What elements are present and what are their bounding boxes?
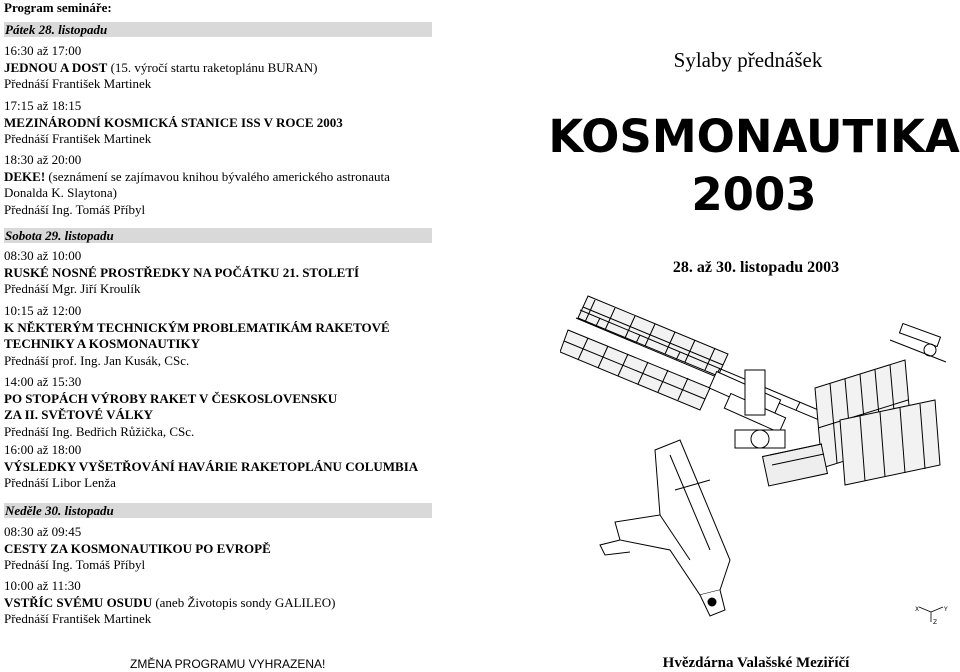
talk-speaker: Přednáší František Martinek [4,611,152,626]
compass-label-z: Z [933,619,938,626]
talk-title: CESTY ZA KOSMONAUTIKOU PO EVROPĚ [4,540,271,556]
observatory-name: Hvězdárna Valašské Meziříčí [662,655,850,671]
talk-time: 16:00 až 18:00 [4,442,82,457]
docked-vehicle [890,323,946,362]
brochure-main-title [548,108,960,224]
compass-label-y: Y [944,606,948,613]
space-station-icon [560,290,952,620]
talk-title: VÝSLEDKY VYŠETŘOVÁNÍ HAVÁRIE RAKETOPLÁNU COLUMBIA [4,458,419,474]
main-title-line1: KOSMONAUTIKA [548,110,960,163]
talk-speaker: Přednáší Libor Lenža [4,475,116,490]
brochure-subtitle: Sylaby přednášek [673,48,823,72]
axis-compass-icon [915,604,951,626]
day-header-sunday: Neděle 30. listopadu [4,503,432,518]
program-change-notice: ZMĚNA PROGRAMU VYHRAZENA! [130,657,326,671]
talk-title: DEKE! (seznámení se zajímavou knihou bývalého amerického astronauta [4,168,390,184]
station-modules [709,370,827,486]
talk-title-note: (aneb Životopis sondy GALILEO) [152,594,336,610]
talk-speaker: Přednáší Ing. Tomáš Příbyl [4,557,146,572]
talk-item [4,152,444,218]
talk-time: 18:30 až 20:00 [4,152,82,167]
talk-title: RUSKÉ NOSNÉ PROSTŘEDKY NA POČÁTKU 21. STOLETÍ [4,264,360,280]
talk-title-note: (15. výročí startu raketoplánu BURAN) [107,59,318,75]
talk-item [4,374,444,440]
talk-title: PO STOPÁCH VÝROBY RAKET V ČESKOSLOVENSKU [4,390,338,406]
talk-speaker: Přednáší Ing. Tomáš Příbyl [4,201,146,217]
talk-speaker: Přednáší prof. Ing. Jan Kusák, CSc. [4,352,190,368]
talk-title: JEDNOU A DOST (15. výročí startu raketoplánu BURAN) [4,59,318,75]
talk-time: 10:15 až 12:00 [4,303,82,318]
talk-title: K NĚKTERÝM TECHNICKÝM PROBLEMATIKÁM RAKETOVÉ [4,319,390,335]
talk-item [4,524,444,574]
talk-item [4,442,444,492]
talk-speaker: Přednáší František Martinek [4,76,152,91]
talk-item [4,98,444,148]
talk-item [4,578,444,628]
talk-title-line2: TECHNIKY A KOSMONAUTIKY [4,336,200,351]
talk-title: VSTŘÍC SVÉMU OSUDU (aneb Životopis sondy GALILEO) [4,594,336,610]
talk-title-line2: ZA II. SVĚTOVÉ VÁLKY [4,407,154,422]
talk-item [4,248,444,298]
talk-description: Donalda K. Slaytona) [4,185,118,200]
talk-speaker: Přednáší Ing. Bedřich Růžička, CSc. [4,423,195,439]
talk-time: 10:00 až 11:30 [4,578,81,593]
main-title-line2: 2003 [691,168,817,221]
talk-time: 08:30 až 10:00 [4,248,82,263]
event-date: 28. až 30. listopadu 2003 [672,259,840,276]
talk-time: 17:15 až 18:15 [4,98,82,113]
compass-label-x: X [915,606,920,613]
talk-speaker: Přednáší František Martinek [4,131,152,146]
talk-title: MEZINÁRODNÍ KOSMICKÁ STANICE ISS V ROCE 2003 [4,114,343,130]
talk-time: 14:00 až 15:30 [4,374,82,389]
talk-speaker: Přednáší Mgr. Jiří Kroulík [4,281,141,296]
day-header-friday: Pátek 28. listopadu [4,22,432,37]
talk-time: 08:30 až 09:45 [4,524,82,539]
day-header-saturday: Sobota 29. listopadu [4,228,432,243]
talk-item [4,43,444,93]
space-shuttle [600,440,730,616]
page-title: Program semináře: [4,0,112,15]
talk-title-note: (seznámení se zajímavou knihou bývalého amerického astronauta [45,168,390,184]
talk-time: 16:30 až 17:00 [4,43,82,58]
talk-item [4,303,444,369]
